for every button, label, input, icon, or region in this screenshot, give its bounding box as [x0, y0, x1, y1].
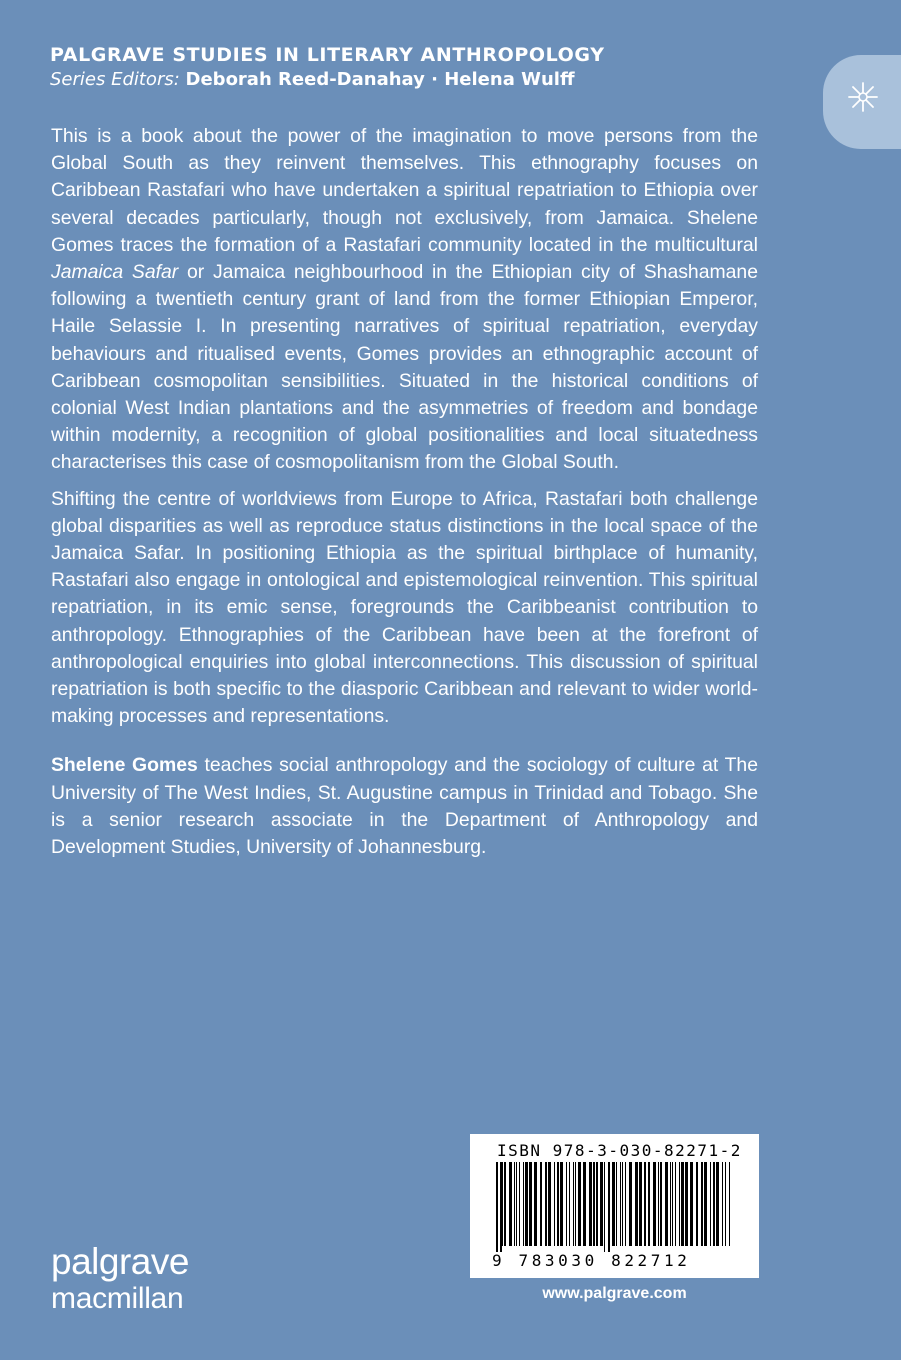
- barcode-bar: [648, 1162, 650, 1246]
- series-header: [50, 42, 605, 92]
- barcode-bar: [653, 1162, 656, 1246]
- book-description: [51, 123, 758, 870]
- barcode-bar: [704, 1162, 707, 1246]
- barcode-bar: [660, 1162, 662, 1246]
- barcode-bar: [534, 1162, 537, 1246]
- barcode-bar: [575, 1162, 576, 1246]
- author-bio: [51, 752, 758, 861]
- barcode-bar: [665, 1162, 668, 1246]
- barcode-bar: [644, 1162, 646, 1246]
- series-editors: [50, 68, 605, 92]
- description-paragraph-2: Shifting the centre of worldviews from Europe to Africa, Rastafari both challenge global disparities as well as reproduce status distinctions in the local space of the Jamaica Safar. In positioning Ethiopia as the spiritual birthplace of humanity, Rastafari also engage in ontological and epistemological reinvention. This spiritual repatriation, in its emic sense, foregrounds the Caribbeanist contribution to anthropology. Ethnographies of the Caribbean have been at the forefront of anthropological enquiries into global interconnections. This discussion of spiritual repatriation is both specific to the diasporic Caribbean and relevant to wider world-making processes and representations.: [51, 487, 758, 728]
- barcode-bar: [525, 1162, 528, 1246]
- barcode-bar: [696, 1162, 698, 1246]
- barcode-bar: [672, 1162, 673, 1246]
- barcode-bar: [622, 1162, 623, 1246]
- barcode-bar: [519, 1162, 520, 1246]
- palgrave-star-icon: [847, 81, 879, 113]
- barcode-bar: [496, 1162, 498, 1252]
- barcode-bar: [639, 1162, 642, 1246]
- barcode-bar: [500, 1162, 502, 1252]
- series-editors-names: Deborah Reed-Danahay · Helena Wulff: [185, 69, 575, 90]
- barcode-bar: [566, 1162, 567, 1246]
- barcode-bar: [725, 1162, 726, 1246]
- barcode-bar: [675, 1162, 676, 1246]
- barcode-bar: [554, 1162, 555, 1246]
- barcode-bar: [573, 1162, 574, 1246]
- barcode-bar: [729, 1162, 730, 1246]
- barcode-bar: [670, 1162, 671, 1246]
- barcode-bar: [600, 1162, 603, 1246]
- barcode-bar: [716, 1162, 719, 1246]
- publisher-line2: macmillan: [51, 1282, 184, 1315]
- barcode-bar: [620, 1162, 621, 1246]
- barcode-bar: [679, 1162, 680, 1246]
- barcode-digits: 9 783030 822712: [492, 1251, 691, 1270]
- barcode-bar: [625, 1162, 626, 1246]
- barcode-bar: [589, 1162, 592, 1246]
- barcode-image: [492, 1162, 737, 1252]
- barcode-bar: [658, 1162, 659, 1246]
- barcode-bar: [722, 1162, 723, 1246]
- barcode-bar: [523, 1162, 524, 1246]
- barcode-bar: [516, 1162, 517, 1246]
- barcode-box: [470, 1134, 759, 1310]
- jamaica-safar-italic: Jamaica Safar: [51, 261, 179, 284]
- barcode-bar: [540, 1162, 542, 1246]
- barcode-bar: [560, 1162, 563, 1246]
- barcode-bar: [629, 1162, 632, 1246]
- barcode-bar: [578, 1162, 581, 1246]
- barcode-bar: [616, 1162, 617, 1246]
- description-paragraph-1: This is a book about the power of the imagination to move persons from the Global South as they reinvent themselves. This ethnography focuses on Caribbean Rastafari who have undertaken a spiritual repatriation to Ethiopia over several decades particularly, though not exclusively, from Jamaica. Shelene Gomes traces the formation of a Rastafari community located in the multicultural Jamaica Safar or Jamaica neighbourhood in the Ethiopian city of Shashamane following a twentieth century grant of land from the former Ethiopian Emperor, Haile Selassie I. In presenting narratives of spiritual repatriation, everyday behaviours and ritualised events, Gomes provides an ethnographic account of Caribbean cosmopolitan sensibilities. Situated in the historical conditions of colonial West Indian plantations and the asymmetries of freedom and bondage within modernity, a recognition of global positionalities and local situatedness characterises this case of cosmopolitanism from the Global South.: [51, 125, 759, 474]
- barcode-bar: [635, 1162, 638, 1246]
- barcode-bar: [713, 1162, 715, 1246]
- barcode-bar: [557, 1162, 559, 1246]
- barcode-bar: [690, 1162, 693, 1246]
- barcode-bar: [548, 1162, 551, 1246]
- author-bio-text: teaches social anthropology and the sociology of culture at The University of The West Indies, St. Augustine campus in Trinidad and Tobago. She is a senior research associate in the Department of Anthropology and Development Studies, University of Johannesburg.: [51, 754, 758, 859]
- series-editors-label: Series Editors:: [50, 69, 180, 90]
- barcode-bar: [593, 1162, 595, 1246]
- barcode-bar: [604, 1162, 605, 1252]
- barcode-bar: [502, 1162, 503, 1246]
- publisher-logo: [51, 1242, 189, 1316]
- barcode-bar: [583, 1162, 586, 1246]
- barcode-bar: [685, 1162, 688, 1246]
- author-name: Shelene Gomes: [51, 754, 198, 777]
- isbn-label: ISBN 978-3-030-82271-2: [497, 1141, 742, 1160]
- barcode-bar: [608, 1162, 610, 1252]
- barcode-bar: [509, 1162, 512, 1246]
- barcode-bar: [701, 1162, 703, 1246]
- barcode-bar: [612, 1162, 615, 1246]
- barcode-bar: [596, 1162, 598, 1246]
- series-title: PALGRAVE STUDIES IN LITERARY ANTHROPOLOGY: [50, 44, 605, 66]
- barcode-bar: [681, 1162, 684, 1246]
- barcode-bar: [529, 1162, 532, 1246]
- barcode-bar: [514, 1162, 515, 1246]
- barcode-bar: [504, 1162, 506, 1246]
- barcode-bar: [569, 1162, 570, 1246]
- barcode-bar: [545, 1162, 547, 1246]
- publisher-url[interactable]: www.palgrave.com: [470, 1278, 759, 1310]
- palgrave-logo-tab: [823, 55, 901, 149]
- barcode-bar: [498, 1162, 500, 1252]
- barcode-bar: [710, 1162, 711, 1246]
- publisher-line1: palgrave: [51, 1241, 189, 1282]
